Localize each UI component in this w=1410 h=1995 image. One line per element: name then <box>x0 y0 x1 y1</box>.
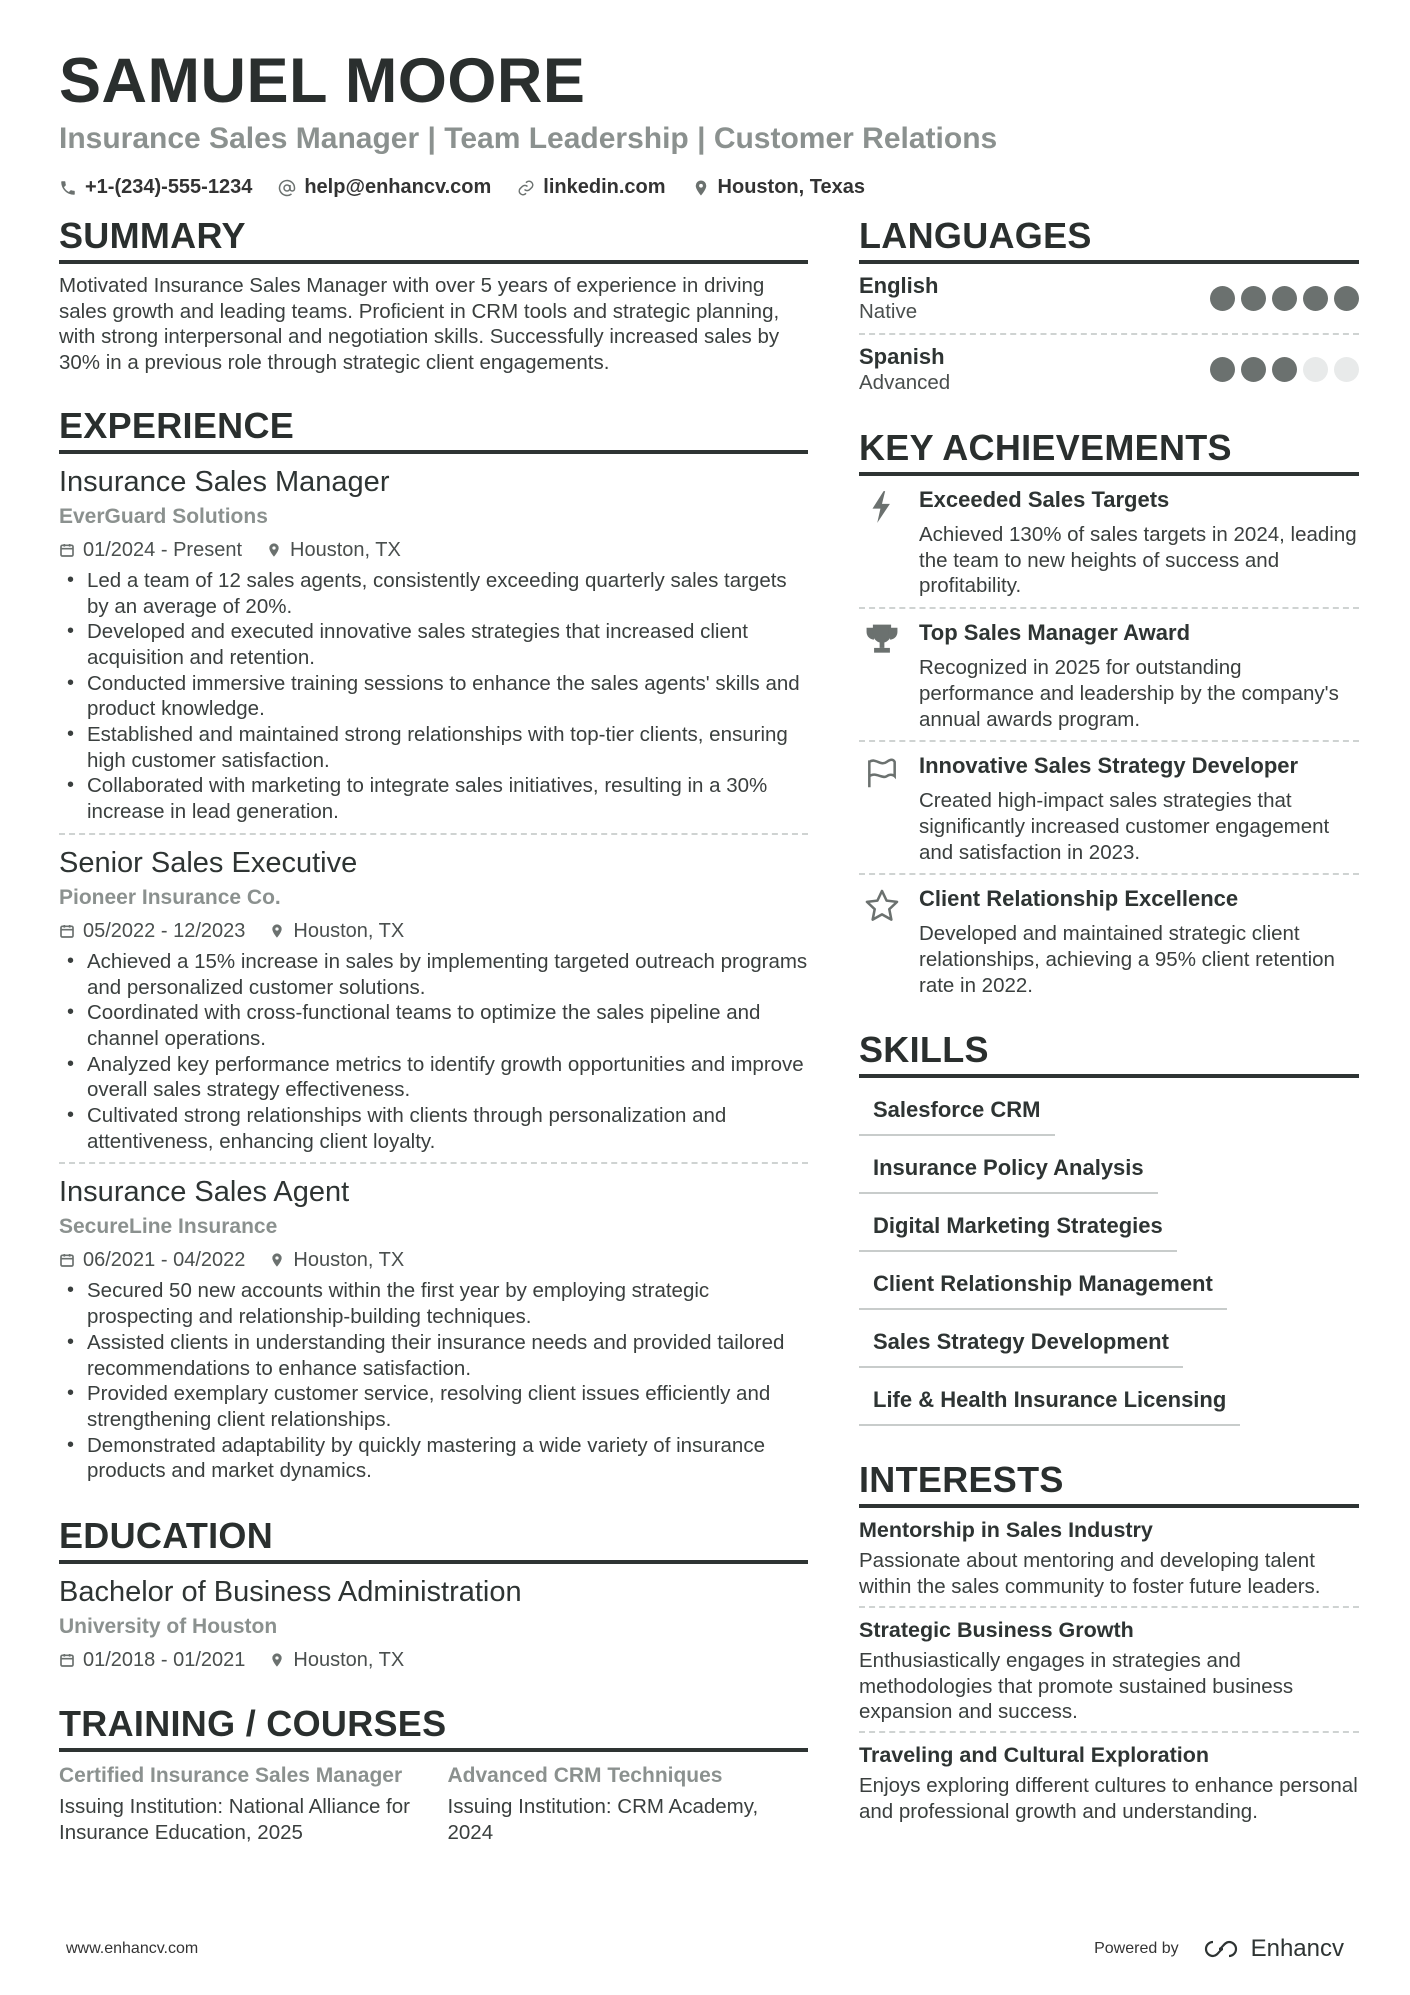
rating-dot-filled <box>1210 357 1235 382</box>
rating-dot-filled <box>1303 286 1328 311</box>
calendar-icon <box>59 923 75 939</box>
achievement-title: Client Relationship Excellence <box>919 886 1239 912</box>
link-icon <box>517 179 535 197</box>
interest-item <box>859 1733 1359 1830</box>
school-name: University of Houston <box>59 1615 278 1639</box>
contact-bar <box>59 176 1359 199</box>
at-icon <box>278 179 296 197</box>
location-text: Houston, Texas <box>717 176 865 198</box>
left-column <box>59 214 808 1874</box>
job-title: Insurance Sales Manager <box>59 465 390 498</box>
skills-heading: SKILLS <box>859 1028 1359 1078</box>
job-dates: 06/2021 - 04/2022 <box>83 1249 246 1272</box>
job-entry <box>59 1164 808 1492</box>
bullet-item: • Conducted immersive training sessions to enhance the sales agents' skills and product knowledge. <box>59 671 808 722</box>
resume-header <box>59 44 1359 199</box>
education-entry <box>59 1564 808 1674</box>
education-meta <box>59 1646 808 1674</box>
job-location: Houston, TX <box>293 1249 405 1272</box>
bullet-item: • Established and maintained strong relationships with top-tier clients, ensuring high customer satisfaction. <box>59 722 808 773</box>
email-text: help@enhancv.com <box>304 176 492 198</box>
bullet-item: • Analyzed key performance metrics to identify growth opportunities and improve overall sales strategy effectiveness. <box>59 1052 808 1103</box>
interest-desc: Enjoys exploring different cultures to enhance personal and professional growth and understanding. <box>859 1773 1358 1823</box>
interest-title: Traveling and Cultural Exploration <box>859 1742 1210 1767</box>
degree-title: Bachelor of Business Administration <box>59 1576 522 1609</box>
job-entry <box>59 835 808 1165</box>
interest-desc: Enthusiastically engages in strategies and methodologies that promote sustained business expansion and success. <box>859 1648 1294 1724</box>
skill-tag: Insurance Policy Analysis <box>859 1144 1158 1194</box>
course-title: Certified Insurance Sales Manager <box>59 1764 403 1788</box>
education-section <box>59 1514 808 1674</box>
job-dates: 05/2022 - 12/2023 <box>83 919 246 942</box>
rating-dot-filled <box>1334 286 1359 311</box>
skill-list <box>859 1086 1359 1434</box>
summary-text: Motivated Insurance Sales Manager with over 5 years of experience in driving sales growth and leading teams. Proficient in CRM tools and strategic planning, with strong interpersonal and negotiation skills. Successfully increased sales by 30% in a previous role through strategic client engagements. <box>59 274 780 375</box>
company-name: SecureLine Insurance <box>59 1215 278 1239</box>
calendar-icon <box>59 1252 75 1268</box>
bullet-item: • Collaborated with marketing to integrate sales initiatives, resulting in a 30% increase in lead generation. <box>59 773 808 824</box>
bullet-item: • Achieved a 15% increase in sales by implementing targeted outreach programs and personalized customer solutions. <box>59 949 808 1000</box>
job-location: Houston, TX <box>293 919 405 942</box>
language-rating <box>1210 357 1359 382</box>
education-heading: EDUCATION <box>59 1514 808 1564</box>
right-column <box>859 214 1359 1858</box>
job-title: Senior Sales Executive <box>59 846 358 879</box>
language-name: English <box>859 273 939 298</box>
location-pin-icon <box>266 542 282 558</box>
languages-section <box>859 214 1359 404</box>
bullet-item: • Coordinated with cross-functional teams to optimize the sales pipeline and channel operations. <box>59 1000 808 1051</box>
rating-dot-filled <box>1241 357 1266 382</box>
course-list <box>59 1762 808 1845</box>
job-dates: 01/2024 - Present <box>83 538 242 561</box>
rating-dot-filled <box>1241 286 1266 311</box>
course-title: Advanced CRM Techniques <box>447 1764 723 1788</box>
interest-title: Mentorship in Sales Industry <box>859 1518 1153 1543</box>
training-heading: TRAINING / COURSES <box>59 1702 808 1752</box>
calendar-icon <box>59 1652 75 1668</box>
language-name: Spanish <box>859 344 945 369</box>
company-name: Pioneer Insurance Co. <box>59 885 281 909</box>
education-location: Houston, TX <box>293 1649 405 1672</box>
experience-section <box>59 404 808 1492</box>
language-item <box>859 264 1359 335</box>
job-title: Insurance Sales Agent <box>59 1176 350 1209</box>
education-dates: 01/2018 - 01/2021 <box>83 1649 246 1672</box>
trophy-icon <box>863 621 901 659</box>
brand-name: Enhancv <box>1250 1935 1344 1962</box>
skill-tag: Sales Strategy Development <box>859 1318 1183 1368</box>
job-meta <box>59 1246 808 1274</box>
achievement-item <box>859 476 1359 609</box>
enhancv-logo[interactable] <box>1199 1935 1344 1963</box>
achievement-desc: Recognized in 2025 for outstanding performance and leadership by the company's annual awards program. <box>919 656 1339 731</box>
language-level: Native <box>859 300 918 323</box>
contact-phone[interactable] <box>59 176 252 199</box>
summary-section <box>59 214 808 376</box>
achievements-heading: KEY ACHIEVEMENTS <box>859 426 1359 476</box>
bullet-item: • Provided exemplary customer service, resolving client issues efficiently and strengthening client relationships. <box>59 1381 808 1432</box>
lightning-icon <box>863 488 901 526</box>
job-meta <box>59 917 808 945</box>
skill-tag: Life & Health Insurance Licensing <box>859 1376 1240 1426</box>
rating-dot-empty <box>1303 357 1328 382</box>
experience-heading: EXPERIENCE <box>59 404 808 454</box>
achievement-desc: Achieved 130% of sales targets in 2024, leading the team to new heights of success and profitability. <box>919 523 1357 598</box>
job-bullets <box>59 568 808 825</box>
summary-heading: SUMMARY <box>59 214 808 264</box>
location-pin-icon <box>692 179 710 197</box>
achievement-item <box>859 742 1359 875</box>
bullet-item: • Led a team of 12 sales agents, consistently exceeding quarterly sales targets by an average of 20%. <box>59 568 808 619</box>
rating-dot-filled <box>1272 357 1297 382</box>
page-footer <box>66 1935 1344 1963</box>
job-location: Houston, TX <box>290 538 401 561</box>
job-entry <box>59 454 808 835</box>
calendar-icon <box>59 542 75 558</box>
linkedin-text: linkedin.com <box>543 176 666 198</box>
interests-section <box>859 1458 1359 1830</box>
skill-tag: Salesforce CRM <box>859 1086 1055 1136</box>
achievement-title: Exceeded Sales Targets <box>919 487 1170 512</box>
powered-by <box>1094 1935 1344 1963</box>
achievement-title: Innovative Sales Strategy Developer <box>919 753 1299 779</box>
interests-heading: INTERESTS <box>859 1458 1359 1508</box>
achievement-desc: Developed and maintained strategic client relationships, achieving a 95% client retention rate in 2022. <box>919 922 1335 997</box>
rating-dot-empty <box>1334 357 1359 382</box>
phone-icon <box>59 179 77 197</box>
job-bullets <box>59 949 808 1155</box>
company-name: EverGuard Solutions <box>59 504 268 528</box>
course-desc: Issuing Institution: CRM Academy, 2024 <box>447 1795 759 1844</box>
phone-text: +1-(234)-555-1234 <box>85 176 253 198</box>
languages-heading: LANGUAGES <box>859 214 1359 264</box>
powered-by-label: Powered by <box>1094 1940 1179 1957</box>
bullet-item: • Cultivated strong relationships with clients through personalization and attentiveness, enhancing client loyalty. <box>59 1103 808 1154</box>
location-pin-icon <box>269 1252 285 1268</box>
contact-location <box>692 176 865 199</box>
flag-icon <box>863 754 901 792</box>
enhancv-logo-icon <box>1199 1938 1243 1960</box>
contact-linkedin[interactable] <box>517 176 665 199</box>
location-pin-icon <box>269 1652 285 1668</box>
interest-item <box>859 1608 1359 1733</box>
rating-dot-filled <box>1210 286 1235 311</box>
bullet-item: • Secured 50 new accounts within the first year by employing strategic prospecting and relationship-building techniques. <box>59 1278 808 1329</box>
job-meta <box>59 536 808 564</box>
contact-email[interactable] <box>278 176 491 199</box>
interest-item <box>859 1508 1359 1607</box>
language-level: Advanced <box>859 371 951 394</box>
language-item <box>859 335 1359 404</box>
skill-tag: Client Relationship Management <box>859 1260 1227 1310</box>
location-pin-icon <box>269 923 285 939</box>
achievement-item <box>859 609 1359 742</box>
rating-dot-filled <box>1272 286 1297 311</box>
course-item <box>59 1762 420 1845</box>
bullet-item: • Demonstrated adaptability by quickly mastering a wide variety of insurance products and market dynamics. <box>59 1433 808 1484</box>
skills-section <box>859 1028 1359 1434</box>
achievement-desc: Created high-impact sales strategies that significantly increased customer engagement and satisfaction in 2023. <box>919 789 1330 864</box>
achievements-section <box>859 426 1359 1006</box>
bullet-item: • Assisted clients in understanding their insurance needs and provided tailored recommendations to enhance satisfaction. <box>59 1330 808 1381</box>
footer-website-link[interactable]: www.enhancv.com <box>66 1940 199 1957</box>
training-section <box>59 1702 808 1845</box>
achievement-item <box>859 875 1359 1006</box>
job-bullets <box>59 1278 808 1484</box>
skill-tag: Digital Marketing Strategies <box>859 1202 1177 1252</box>
star-icon <box>863 887 901 925</box>
course-desc: Issuing Institution: National Alliance for Insurance Education, 2025 <box>59 1795 410 1844</box>
course-item <box>448 1762 809 1845</box>
interest-desc: Passionate about mentoring and developing talent within the sales community to foster future leaders. <box>859 1549 1321 1599</box>
language-rating <box>1210 286 1359 311</box>
candidate-name: SAMUEL MOORE <box>59 46 586 116</box>
achievement-title: Top Sales Manager Award <box>919 620 1191 646</box>
bullet-item: • Developed and executed innovative sales strategies that increased client acquisition and retention. <box>59 619 808 670</box>
candidate-title: Insurance Sales Manager | Team Leadership | Customer Relations <box>59 122 998 155</box>
interest-title: Strategic Business Growth <box>859 1617 1134 1642</box>
